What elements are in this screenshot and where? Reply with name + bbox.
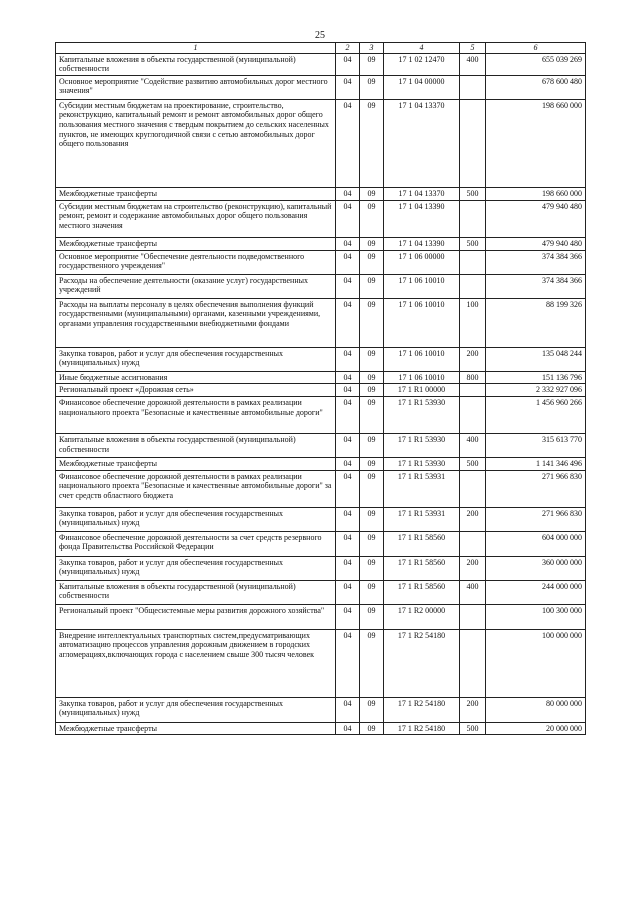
row-subsection: 09 <box>360 457 384 470</box>
page-number: 25 <box>315 30 325 41</box>
row-section: 04 <box>336 433 360 457</box>
row-name: Закупка товаров, работ и услуг для обеспечения государственных (муниципальных) нужд <box>56 697 336 722</box>
row-amount: 1 456 960 266 <box>486 396 586 433</box>
table-row <box>56 298 586 347</box>
row-expense-type <box>460 99 486 187</box>
header-row <box>56 43 586 54</box>
row-amount: 20 000 000 <box>486 722 586 735</box>
table-row <box>56 604 586 629</box>
row-subsection: 09 <box>360 604 384 629</box>
row-target-code: 17 1 R2 54180 <box>384 629 460 697</box>
row-subsection: 09 <box>360 53 384 75</box>
row-target-code: 17 1 R1 53931 <box>384 470 460 507</box>
row-amount: 88 199 326 <box>486 298 586 347</box>
row-expense-type: 500 <box>460 187 486 200</box>
row-amount: 315 613 770 <box>486 433 586 457</box>
table-row <box>56 697 586 722</box>
table-row <box>56 629 586 697</box>
row-amount: 604 000 000 <box>486 531 586 556</box>
row-expense-type: 400 <box>460 433 486 457</box>
row-amount: 198 660 000 <box>486 187 586 200</box>
table-row <box>56 396 586 433</box>
row-expense-type: 800 <box>460 371 486 384</box>
budget-table <box>55 42 586 735</box>
row-name: Финансовое обеспечение дорожной деятельности в рамках реализации национального проекта "Безопасные и качественные автомобильные дороги" за счет средств областного бюджета <box>56 470 336 507</box>
row-section: 04 <box>336 604 360 629</box>
header-cell: 5 <box>460 43 486 54</box>
table-row <box>56 722 586 735</box>
row-amount: 100 300 000 <box>486 604 586 629</box>
table-row <box>56 457 586 470</box>
row-expense-type: 400 <box>460 53 486 75</box>
row-section: 04 <box>336 556 360 580</box>
table-row <box>56 99 586 187</box>
table-row <box>56 507 586 531</box>
row-subsection: 09 <box>360 347 384 371</box>
row-expense-type <box>460 396 486 433</box>
table-row <box>56 237 586 250</box>
row-name: Закупка товаров, работ и услуг для обеспечения государственных (муниципальных) нужд <box>56 507 336 531</box>
row-target-code: 17 1 R2 54180 <box>384 697 460 722</box>
row-name: Закупка товаров, работ и услуг для обеспечения государственных (муниципальных) нужд <box>56 556 336 580</box>
table-row <box>56 75 586 99</box>
table-row <box>56 556 586 580</box>
row-section: 04 <box>336 531 360 556</box>
row-target-code: 17 1 04 13370 <box>384 99 460 187</box>
row-amount: 678 600 480 <box>486 75 586 99</box>
row-section: 04 <box>336 298 360 347</box>
row-amount: 271 966 830 <box>486 507 586 531</box>
row-amount: 2 332 927 096 <box>486 384 586 397</box>
row-expense-type <box>460 531 486 556</box>
table-row <box>56 433 586 457</box>
row-target-code: 17 1 R1 53930 <box>384 396 460 433</box>
row-section: 04 <box>336 347 360 371</box>
row-name: Финансовое обеспечение дорожной деятельности за счет средств резервного фонда Правительства Российской Федерации <box>56 531 336 556</box>
row-expense-type: 500 <box>460 237 486 250</box>
row-target-code: 17 1 R1 53930 <box>384 457 460 470</box>
row-target-code: 17 1 04 13390 <box>384 200 460 237</box>
row-section: 04 <box>336 250 360 274</box>
row-target-code: 17 1 06 10010 <box>384 274 460 298</box>
row-subsection: 09 <box>360 722 384 735</box>
row-subsection: 09 <box>360 396 384 433</box>
row-target-code: 17 1 R1 58560 <box>384 556 460 580</box>
row-subsection: 09 <box>360 200 384 237</box>
row-name: Межбюджетные трансферты <box>56 187 336 200</box>
header-cell: 3 <box>360 43 384 54</box>
row-subsection: 09 <box>360 99 384 187</box>
row-amount: 360 000 000 <box>486 556 586 580</box>
row-expense-type: 500 <box>460 722 486 735</box>
table-row <box>56 53 586 75</box>
row-section: 04 <box>336 371 360 384</box>
row-subsection: 09 <box>360 187 384 200</box>
row-target-code: 17 1 R2 00000 <box>384 604 460 629</box>
row-target-code: 17 1 R1 58560 <box>384 531 460 556</box>
row-subsection: 09 <box>360 697 384 722</box>
table-row <box>56 470 586 507</box>
row-expense-type <box>460 384 486 397</box>
row-expense-type <box>460 200 486 237</box>
row-target-code: 17 1 R1 53931 <box>384 507 460 531</box>
header-cell: 1 <box>56 43 336 54</box>
row-name: Капитальные вложения в объекты государственной (муниципальной) собственности <box>56 433 336 457</box>
table-row <box>56 200 586 237</box>
table-row <box>56 347 586 371</box>
row-section: 04 <box>336 396 360 433</box>
row-subsection: 09 <box>360 507 384 531</box>
row-amount: 374 384 366 <box>486 274 586 298</box>
row-target-code: 17 1 06 10010 <box>384 347 460 371</box>
row-target-code: 17 1 R1 58560 <box>384 580 460 604</box>
table-row <box>56 384 586 397</box>
row-subsection: 09 <box>360 556 384 580</box>
header-cell: 6 <box>486 43 586 54</box>
row-name: Субсидии местным бюджетам на проектирование, строительство, реконструкцию, капитальный ремонт и ремонт автомобильных дорог общего пользования местного значения с твердым покрытием до сельских населенных пунктов, не имеющих круглогодичной связи с сетью автомобильных дорог общего пользования <box>56 99 336 187</box>
row-amount: 374 384 366 <box>486 250 586 274</box>
row-section: 04 <box>336 200 360 237</box>
row-subsection: 09 <box>360 629 384 697</box>
row-section: 04 <box>336 53 360 75</box>
table-row <box>56 250 586 274</box>
row-subsection: 09 <box>360 298 384 347</box>
row-expense-type: 200 <box>460 556 486 580</box>
row-name: Финансовое обеспечение дорожной деятельности в рамках реализации национального проекта "Безопасные и качественные автомобильные дороги" <box>56 396 336 433</box>
row-subsection: 09 <box>360 433 384 457</box>
row-section: 04 <box>336 697 360 722</box>
row-amount: 151 136 796 <box>486 371 586 384</box>
row-name: Региональный проект «Дорожная сеть» <box>56 384 336 397</box>
table-row <box>56 274 586 298</box>
row-amount: 655 039 269 <box>486 53 586 75</box>
row-name: Межбюджетные трансферты <box>56 457 336 470</box>
row-expense-type <box>460 629 486 697</box>
row-name: Капитальные вложения в объекты государственной (муниципальной) собственности <box>56 580 336 604</box>
row-name: Расходы на выплаты персоналу в целях обеспечения выполнения функций государственными (муниципальными) органами, казенными учреждениями, органами управления государственными внебюджетными фондами <box>56 298 336 347</box>
row-amount: 80 000 000 <box>486 697 586 722</box>
row-subsection: 09 <box>360 250 384 274</box>
row-amount: 271 966 830 <box>486 470 586 507</box>
row-section: 04 <box>336 722 360 735</box>
row-name: Основное мероприятие "Содействие развитию автомобильных дорог местного значения" <box>56 75 336 99</box>
row-section: 04 <box>336 457 360 470</box>
row-subsection: 09 <box>360 371 384 384</box>
row-name: Субсидии местным бюджетам на строительство (реконструкцию), капитальный ремонт, ремонт и содержание автомобильных дорог общего пользования местного значения <box>56 200 336 237</box>
row-target-code: 17 1 R2 54180 <box>384 722 460 735</box>
row-subsection: 09 <box>360 237 384 250</box>
row-section: 04 <box>336 507 360 531</box>
row-name: Межбюджетные трансферты <box>56 237 336 250</box>
header-cell: 4 <box>384 43 460 54</box>
row-section: 04 <box>336 580 360 604</box>
row-subsection: 09 <box>360 274 384 298</box>
row-target-code: 17 1 04 00000 <box>384 75 460 99</box>
row-amount: 479 940 480 <box>486 237 586 250</box>
row-section: 04 <box>336 384 360 397</box>
row-target-code: 17 1 R1 00000 <box>384 384 460 397</box>
table-row <box>56 371 586 384</box>
row-name: Региональный проект "Общесистемные меры развития дорожного хозяйства" <box>56 604 336 629</box>
row-expense-type <box>460 604 486 629</box>
row-target-code: 17 1 04 13390 <box>384 237 460 250</box>
row-target-code: 17 1 06 00000 <box>384 250 460 274</box>
row-name: Внедрение интеллектуальных транспортных систем,предусматривающих автоматизацию процессов управления дорожным движением в городских агломерациях,включающих города с населением свыше 300 тысяч человек <box>56 629 336 697</box>
row-name: Капитальные вложения в объекты государственной (муниципальной) собственности <box>56 53 336 75</box>
table-row <box>56 580 586 604</box>
row-expense-type <box>460 75 486 99</box>
row-amount: 135 048 244 <box>486 347 586 371</box>
row-amount: 479 940 480 <box>486 200 586 237</box>
row-name: Основное мероприятие "Обеспечение деятельности подведомственного государственного учреждения" <box>56 250 336 274</box>
row-expense-type <box>460 274 486 298</box>
row-section: 04 <box>336 99 360 187</box>
row-subsection: 09 <box>360 531 384 556</box>
table-row <box>56 187 586 200</box>
row-expense-type <box>460 470 486 507</box>
row-expense-type: 200 <box>460 347 486 371</box>
row-expense-type: 200 <box>460 507 486 531</box>
header-cell: 2 <box>336 43 360 54</box>
row-name: Межбюджетные трансферты <box>56 722 336 735</box>
row-amount: 1 141 346 496 <box>486 457 586 470</box>
row-expense-type: 200 <box>460 697 486 722</box>
row-subsection: 09 <box>360 384 384 397</box>
row-name: Иные бюджетные ассигнования <box>56 371 336 384</box>
row-section: 04 <box>336 237 360 250</box>
row-subsection: 09 <box>360 470 384 507</box>
row-target-code: 17 1 02 12470 <box>384 53 460 75</box>
row-expense-type: 400 <box>460 580 486 604</box>
row-subsection: 09 <box>360 580 384 604</box>
row-section: 04 <box>336 470 360 507</box>
row-section: 04 <box>336 187 360 200</box>
row-section: 04 <box>336 274 360 298</box>
row-amount: 244 000 000 <box>486 580 586 604</box>
row-subsection: 09 <box>360 75 384 99</box>
row-target-code: 17 1 06 10010 <box>384 298 460 347</box>
row-name: Расходы на обеспечение деятельности (оказание услуг) государственных учреждений <box>56 274 336 298</box>
row-section: 04 <box>336 629 360 697</box>
row-expense-type <box>460 250 486 274</box>
table-row <box>56 531 586 556</box>
row-target-code: 17 1 R1 53930 <box>384 433 460 457</box>
row-target-code: 17 1 04 13370 <box>384 187 460 200</box>
row-amount: 100 000 000 <box>486 629 586 697</box>
row-expense-type: 100 <box>460 298 486 347</box>
row-amount: 198 660 000 <box>486 99 586 187</box>
row-expense-type: 500 <box>460 457 486 470</box>
row-section: 04 <box>336 75 360 99</box>
row-name: Закупка товаров, работ и услуг для обеспечения государственных (муниципальных) нужд <box>56 347 336 371</box>
row-target-code: 17 1 06 10010 <box>384 371 460 384</box>
